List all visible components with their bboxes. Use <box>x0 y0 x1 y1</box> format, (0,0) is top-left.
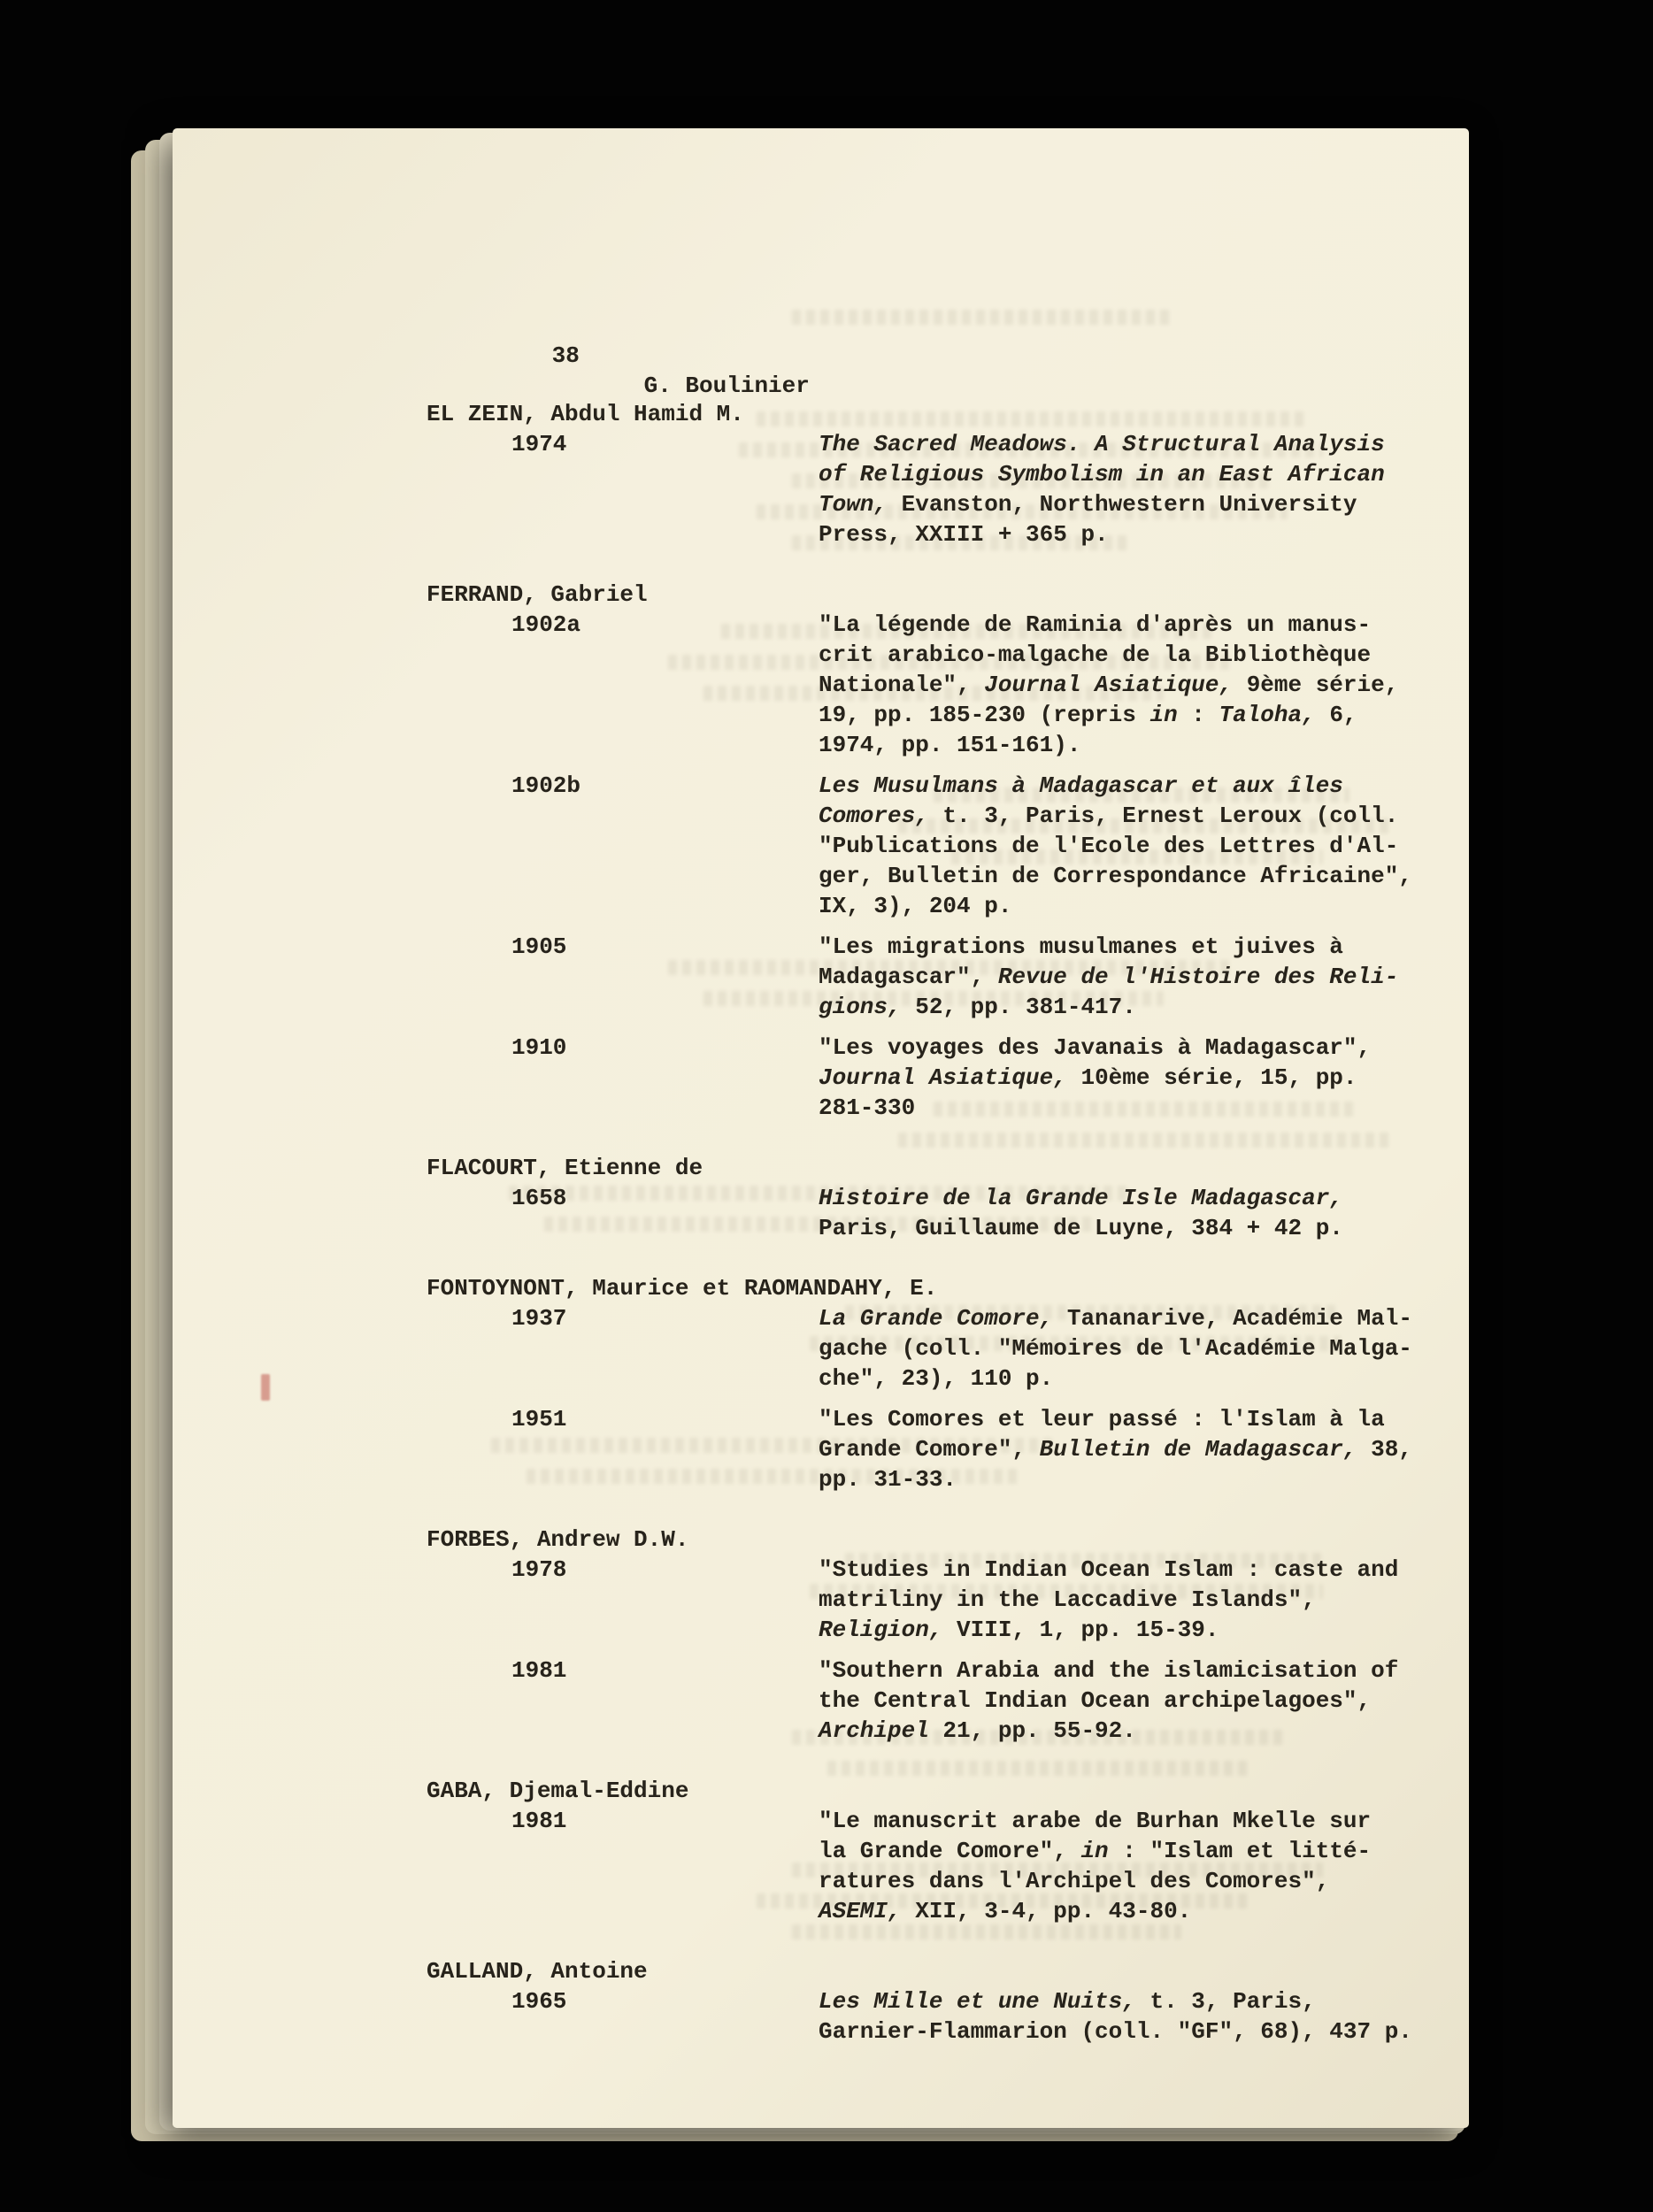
reference-line: Religion, VIII, 1, pp. 15-39. <box>819 1617 1219 1643</box>
bibliography-entry <box>427 580 1462 1123</box>
work-year: 1905 <box>511 933 567 960</box>
reference-line: Town, Evanston, Northwestern University <box>819 491 1357 518</box>
work-reference <box>819 1555 1456 1645</box>
work-year: 1902b <box>511 772 581 799</box>
reference-line: 1974, pp. 151-161). <box>819 732 1081 758</box>
reference-line: matriliny in the Laccadive Islands", <box>819 1586 1316 1613</box>
work-year: 1978 <box>511 1556 567 1583</box>
reference-line: ASEMI, XII, 3-4, pp. 43-80. <box>819 1898 1192 1924</box>
bleedthrough-line <box>792 310 1172 325</box>
work-year: 1902a <box>511 611 581 638</box>
work <box>427 932 1462 1022</box>
work <box>427 429 1462 549</box>
reference-line: la Grande Comore", in : "Islam et litté- <box>819 1838 1372 1864</box>
reference-line: the Central Indian Ocean archipelagoes", <box>819 1687 1372 1714</box>
reference-line: gions, 52, pp. 381-417. <box>819 994 1136 1020</box>
work-reference <box>819 429 1456 549</box>
work <box>427 1033 1462 1123</box>
reference-line: ger, Bulletin de Correspondance Africaine", <box>819 863 1412 889</box>
work-year: 1910 <box>511 1034 567 1061</box>
work <box>427 1986 1462 2047</box>
work-reference <box>819 1806 1456 1926</box>
reference-line: gache (coll. "Mémoires de l'Académie Malga- <box>819 1335 1412 1362</box>
work-reference <box>819 1183 1456 1243</box>
work-year: 1965 <box>511 1988 567 2015</box>
reference-line: Madagascar", Revue de l'Histoire des Reli- <box>819 964 1399 990</box>
entry-author: FORBES, Andrew D.W. <box>427 1526 689 1553</box>
reference-line: Garnier-Flammarion (coll. "GF", 68), 437 p. <box>819 2018 1412 2045</box>
work <box>427 1183 1462 1243</box>
reference-line: crit arabico-malgache de la Bibliothèque <box>819 641 1372 668</box>
work <box>427 1655 1462 1746</box>
reference-line: "La légende de Raminia d'après un manus- <box>819 611 1372 638</box>
reference-line: Histoire de la Grande Isle Madagascar, <box>819 1185 1343 1211</box>
work-reference <box>819 1986 1456 2047</box>
work-reference <box>819 1033 1456 1123</box>
work-year: 1951 <box>511 1406 567 1432</box>
work-year: 1658 <box>511 1185 567 1211</box>
reference-line: "Studies in Indian Ocean Islam : caste and <box>819 1556 1399 1583</box>
work-reference <box>819 1303 1456 1394</box>
reference-line: IX, 3), 204 p. <box>819 893 1012 919</box>
reference-line: Archipel 21, pp. 55-92. <box>819 1717 1136 1744</box>
work-year: 1981 <box>511 1808 567 1834</box>
entry-author: FLACOURT, Etienne de <box>427 1155 703 1181</box>
work <box>427 771 1462 921</box>
margin-mark-artifact <box>261 1374 270 1401</box>
reference-line: "Southern Arabia and the islamicisation of <box>819 1657 1399 1684</box>
reference-line: Press, XXIII + 365 p. <box>819 521 1109 548</box>
reference-line: "Les migrations musulmanes et juives à <box>819 933 1343 960</box>
bibliography-entry <box>427 1153 1462 1243</box>
reference-line: 19, pp. 185-230 (repris in : Taloha, 6, <box>819 702 1357 728</box>
bibliography-entry <box>427 1776 1462 1926</box>
bibliography-entry <box>427 1525 1462 1746</box>
work <box>427 1404 1462 1494</box>
entry-author: EL ZEIN, Abdul Hamid M. <box>427 401 744 427</box>
work-reference <box>819 610 1456 760</box>
entry-author: FERRAND, Gabriel <box>427 581 648 608</box>
work-year: 1981 <box>511 1657 567 1684</box>
reference-line: Nationale", Journal Asiatique, 9ème série, <box>819 672 1399 698</box>
reference-line: "Publications de l'Ecole des Lettres d'Al- <box>819 833 1399 859</box>
reference-line: "Le manuscrit arabe de Burhan Mkelle sur <box>819 1808 1372 1834</box>
work-year: 1974 <box>511 431 567 457</box>
work <box>427 1303 1462 1394</box>
entry-author: FONTOYNONT, Maurice et RAOMANDAHY, E. <box>427 1275 938 1302</box>
work <box>427 610 1462 760</box>
entry-author: GABA, Djemal-Eddine <box>427 1778 689 1804</box>
reference-line: 281-330 <box>819 1094 916 1121</box>
reference-line: ratures dans l'Archipel des Comores", <box>819 1868 1330 1894</box>
reference-line: Paris, Guillaume de Luyne, 384 + 42 p. <box>819 1215 1343 1241</box>
work-reference <box>819 1404 1456 1494</box>
reference-line: The Sacred Meadows. A Structural Analysis <box>819 431 1385 457</box>
reference-line: Les Mille et une Nuits, t. 3, Paris, <box>819 1988 1316 2015</box>
reference-line: "Les voyages des Javanais à Madagascar", <box>819 1034 1372 1061</box>
reference-line: Comores, t. 3, Paris, Ernest Leroux (coll. <box>819 803 1399 829</box>
reference-line: La Grande Comore, Tananarive, Académie Mal- <box>819 1305 1412 1332</box>
entry-author: GALLAND, Antoine <box>427 1958 648 1985</box>
bibliography-entry <box>427 399 1462 549</box>
work <box>427 1555 1462 1645</box>
work-reference <box>819 1655 1456 1746</box>
reference-line: Journal Asiatique, 10ème série, 15, pp. <box>819 1064 1357 1091</box>
reference-line: pp. 31-33. <box>819 1466 957 1493</box>
reference-line: che", 23), 110 p. <box>819 1365 1054 1392</box>
book-page <box>173 128 1469 2128</box>
bibliography-entry <box>427 1273 1462 1494</box>
work <box>427 1806 1462 1926</box>
reference-line: Les Musulmans à Madagascar et aux îles <box>819 772 1343 799</box>
reference-line: "Les Comores et leur passé : l'Islam à la <box>819 1406 1385 1432</box>
work-reference <box>819 771 1456 921</box>
page-number: 38 <box>551 342 580 369</box>
bibliography-entry <box>427 1956 1462 2047</box>
reference-line: of Religious Symbolism in an East African <box>819 461 1385 488</box>
work-year: 1937 <box>511 1305 567 1332</box>
running-header-title: G. Boulinier <box>643 373 810 399</box>
work-reference <box>819 932 1456 1022</box>
bibliography <box>427 399 1462 2047</box>
reference-line: Grande Comore", Bulletin de Madagascar, 38, <box>819 1436 1412 1463</box>
